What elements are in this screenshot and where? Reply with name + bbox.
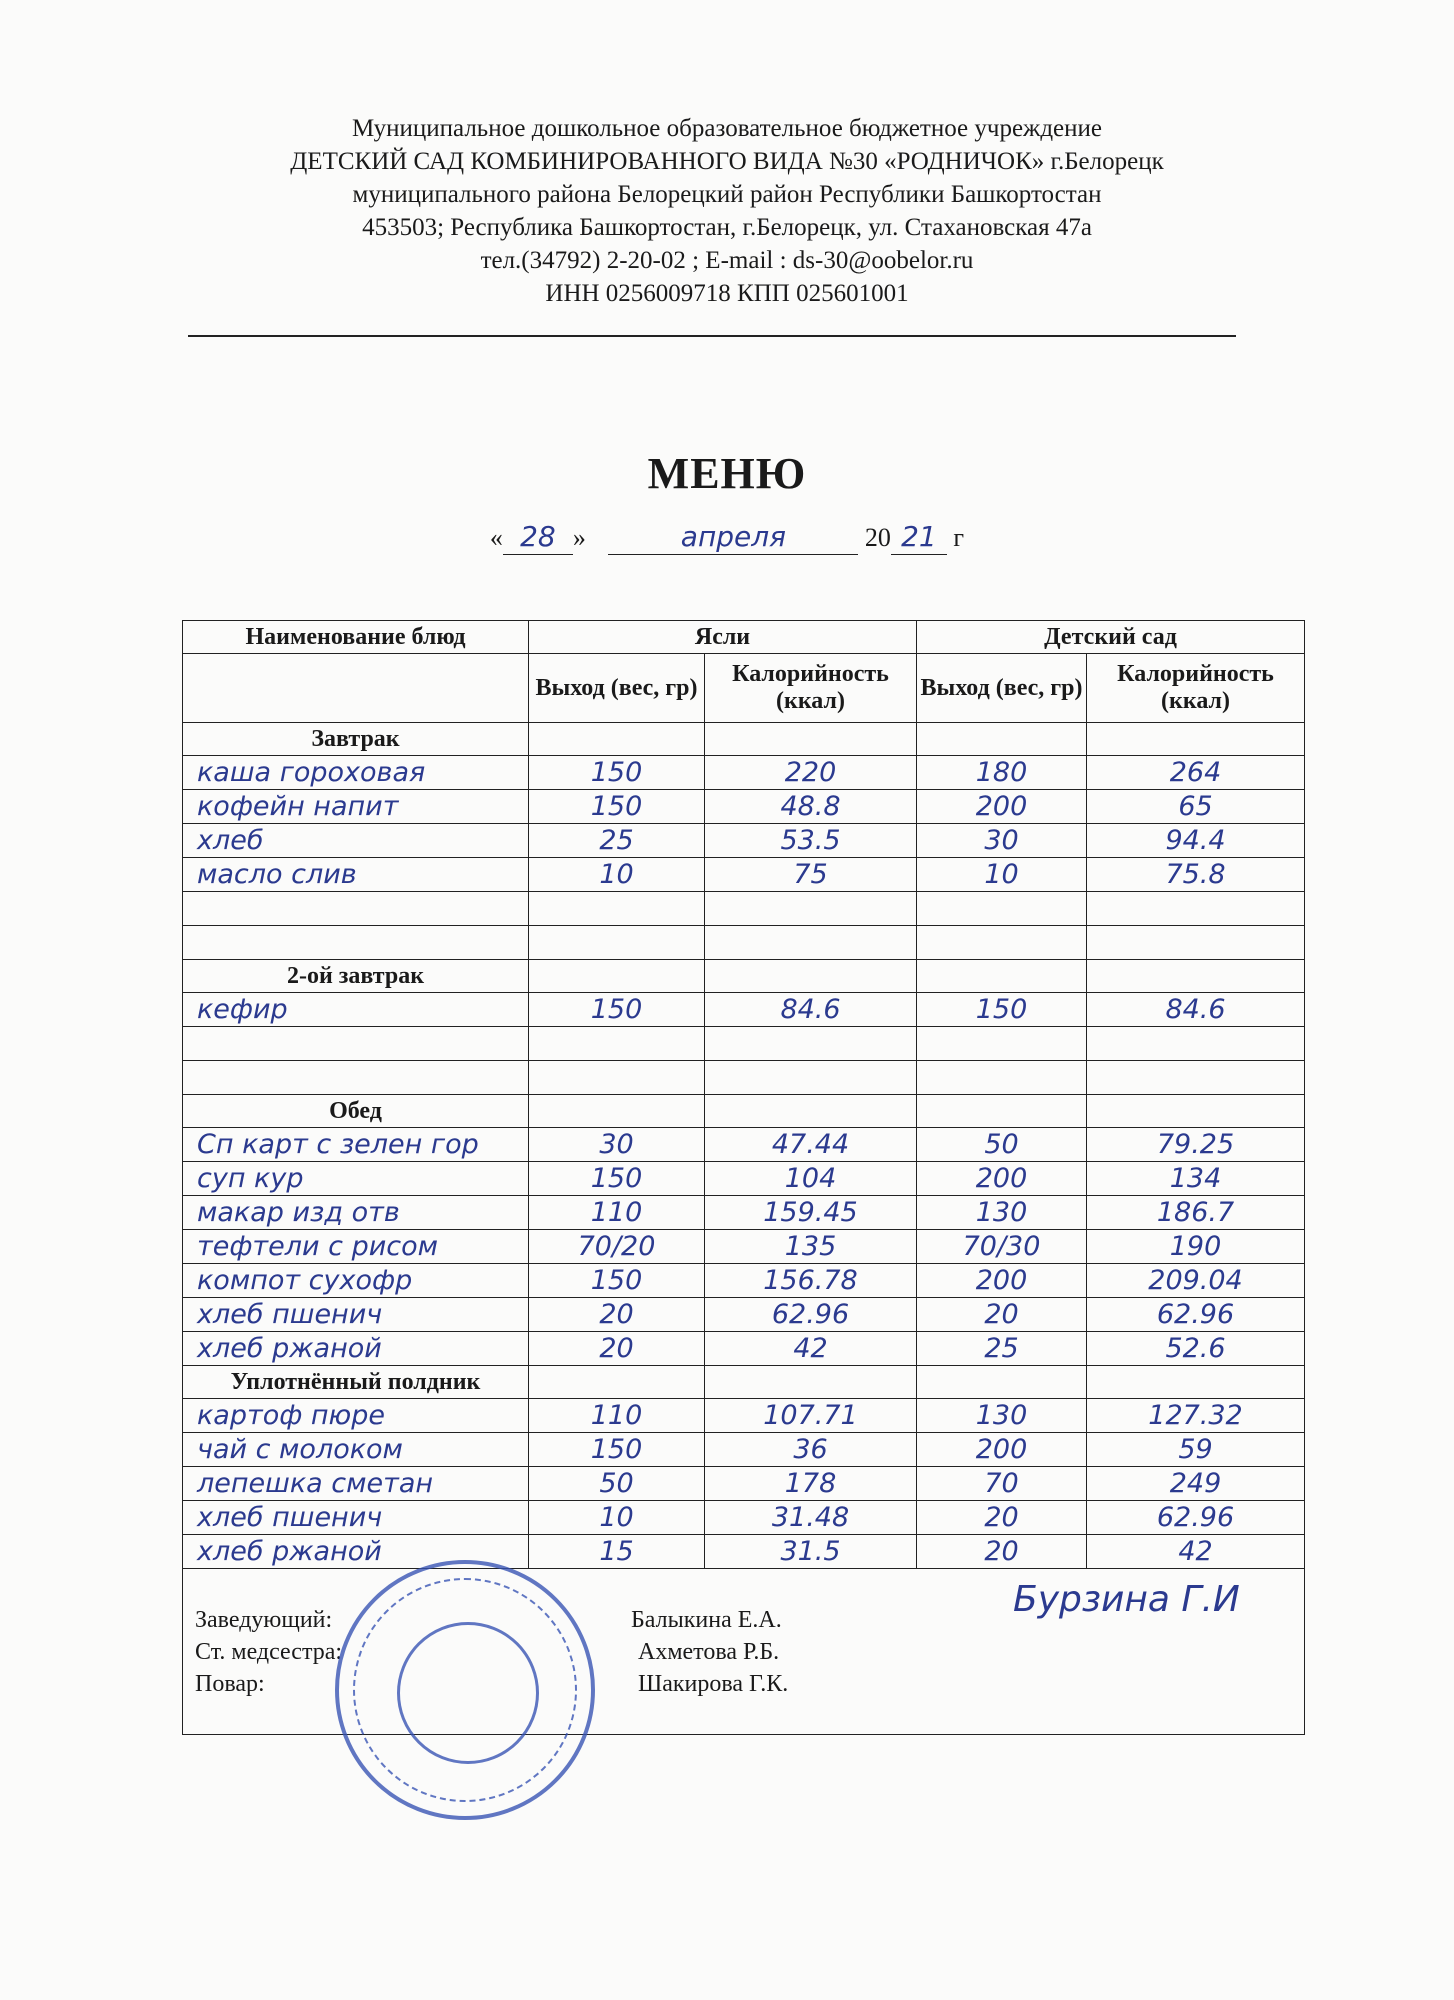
empty-cell — [529, 1061, 705, 1095]
date-open-quote: « — [489, 523, 503, 552]
nursery-output: 10 — [529, 1501, 705, 1535]
table-row — [183, 1264, 1305, 1298]
nursery-calories: 159.45 — [705, 1196, 917, 1230]
kindergarten-output: 130 — [917, 1399, 1087, 1433]
kindergarten-output: 50 — [917, 1128, 1087, 1162]
cook-name: Шакирова Г.К. — [638, 1671, 789, 1697]
col-group-nursery: Ясли — [529, 621, 917, 654]
empty-cell — [705, 1095, 917, 1128]
nursery-output: 10 — [529, 858, 705, 892]
nurse-name: Ахметова Р.Б. — [638, 1639, 780, 1665]
table-row — [183, 1332, 1305, 1366]
table-row — [183, 1128, 1305, 1162]
table-row — [183, 790, 1305, 824]
letterhead-line-1: Муниципальное дошкольное образовательное бюджетное учреждение — [352, 115, 1102, 142]
letterhead-line-2: ДЕТСКИЙ САД КОМБИНИРОВАННОГО ВИДА №30 «РОДНИЧОК» г.Белорецк — [290, 148, 1164, 175]
table-row — [183, 1298, 1305, 1332]
nursery-calories: 31.5 — [705, 1535, 917, 1569]
nursery-calories: 75 — [705, 858, 917, 892]
dish-name: масло слив — [183, 858, 529, 892]
dish-name: лепешка сметан — [183, 1467, 529, 1501]
menu-table — [182, 620, 1305, 1735]
section-title: 2-ой завтрак — [183, 960, 529, 993]
dish-name: чай с молоком — [183, 1433, 529, 1467]
nursery-output: 110 — [529, 1399, 705, 1433]
nursery-calories: 62.96 — [705, 1298, 917, 1332]
dish-name: Сп карт с зелен гор — [183, 1128, 529, 1162]
col-header-dish: Наименование блюд — [183, 621, 529, 654]
empty-cell — [1087, 1366, 1305, 1399]
nursery-calories: 178 — [705, 1467, 917, 1501]
page-title: МЕНЮ — [647, 449, 807, 498]
kindergarten-calories: 79.25 — [1087, 1128, 1305, 1162]
nursery-output: 25 — [529, 824, 705, 858]
section-row — [183, 960, 1305, 993]
dish-name: картоф пюре — [183, 1399, 529, 1433]
empty-cell — [1087, 723, 1305, 756]
kindergarten-output: 180 — [917, 756, 1087, 790]
dish-name: тефтели с рисом — [183, 1230, 529, 1264]
nursery-output: 20 — [529, 1332, 705, 1366]
empty-cell — [183, 892, 529, 926]
kindergarten-output: 200 — [917, 1162, 1087, 1196]
kindergarten-calories: 249 — [1087, 1467, 1305, 1501]
kindergarten-calories: 134 — [1087, 1162, 1305, 1196]
nursery-calories: 47.44 — [705, 1128, 917, 1162]
date-year-prefix: 20 — [864, 523, 891, 552]
cook-label: Повар: — [195, 1671, 265, 1697]
dish-name: макар изд отв — [183, 1196, 529, 1230]
empty-cell — [1087, 926, 1305, 960]
nursery-calories: 53.5 — [705, 824, 917, 858]
empty-cell — [183, 926, 529, 960]
empty-cell — [917, 1095, 1087, 1128]
kindergarten-output: 70/30 — [917, 1230, 1087, 1264]
empty-cell — [705, 960, 917, 993]
head-signature: Бурзина Г.И — [1013, 1579, 1240, 1620]
empty-cell — [705, 1061, 917, 1095]
kindergarten-output: 200 — [917, 1433, 1087, 1467]
table-row — [183, 1162, 1305, 1196]
kindergarten-calories: 190 — [1087, 1230, 1305, 1264]
date-unit: г — [953, 523, 965, 552]
dish-name: кефир — [183, 993, 529, 1027]
nursery-output: 20 — [529, 1298, 705, 1332]
nursery-output: 150 — [529, 790, 705, 824]
kindergarten-output: 20 — [917, 1501, 1087, 1535]
dish-name: кофейн напит — [183, 790, 529, 824]
section-title: Завтрак — [183, 723, 529, 756]
dish-name: хлеб пшенич — [183, 1501, 529, 1535]
kindergarten-output: 200 — [917, 790, 1087, 824]
kindergarten-calories: 75.8 — [1087, 858, 1305, 892]
col-header-kindergarten-calories: Калорийность (ккал) — [1087, 654, 1305, 723]
section-title: Уплотнённый полдник — [183, 1366, 529, 1399]
kindergarten-output: 70 — [917, 1467, 1087, 1501]
empty-row — [183, 926, 1305, 960]
dish-name: хлеб — [183, 824, 529, 858]
date-month: апреля — [608, 520, 858, 555]
nursery-calories: 220 — [705, 756, 917, 790]
empty-cell — [1087, 1027, 1305, 1061]
col-header-empty — [183, 654, 529, 723]
date-day: 28 — [503, 520, 573, 555]
empty-cell — [705, 1027, 917, 1061]
table-row — [183, 1467, 1305, 1501]
empty-cell — [529, 1027, 705, 1061]
empty-cell — [1087, 960, 1305, 993]
nursery-calories: 156.78 — [705, 1264, 917, 1298]
dish-name: суп кур — [183, 1162, 529, 1196]
kindergarten-calories: 42 — [1087, 1535, 1305, 1569]
letterhead-line-3: муниципального района Белорецкий район Республики Башкортостан — [352, 181, 1102, 208]
nursery-calories: 107.71 — [705, 1399, 917, 1433]
nursery-calories: 84.6 — [705, 993, 917, 1027]
section-row — [183, 1366, 1305, 1399]
kindergarten-calories: 62.96 — [1087, 1298, 1305, 1332]
empty-cell — [705, 892, 917, 926]
nursery-calories: 42 — [705, 1332, 917, 1366]
nursery-calories: 31.48 — [705, 1501, 917, 1535]
table-row — [183, 1501, 1305, 1535]
nursery-output: 15 — [529, 1535, 705, 1569]
empty-row — [183, 892, 1305, 926]
letterhead-divider — [188, 335, 1236, 337]
dish-name: хлеб пшенич — [183, 1298, 529, 1332]
empty-cell — [705, 1366, 917, 1399]
nursery-calories: 48.8 — [705, 790, 917, 824]
table-row — [183, 1399, 1305, 1433]
date-year-suffix: 21 — [891, 520, 947, 555]
nursery-output: 150 — [529, 1264, 705, 1298]
empty-cell — [917, 926, 1087, 960]
table-row — [183, 1535, 1305, 1569]
letterhead-line-5: тел.(34792) 2-20-02 ; E-mail : ds-30@oobelor.ru — [480, 247, 974, 274]
table-row — [183, 993, 1305, 1027]
kindergarten-output: 25 — [917, 1332, 1087, 1366]
nursery-output: 50 — [529, 1467, 705, 1501]
nurse-label: Ст. медсестра: — [195, 1639, 343, 1665]
kindergarten-calories: 59 — [1087, 1433, 1305, 1467]
nursery-output: 110 — [529, 1196, 705, 1230]
section-row — [183, 1095, 1305, 1128]
nursery-output: 150 — [529, 1433, 705, 1467]
empty-cell — [529, 960, 705, 993]
dish-name: компот сухофр — [183, 1264, 529, 1298]
empty-cell — [917, 1027, 1087, 1061]
empty-cell — [529, 926, 705, 960]
empty-cell — [917, 1061, 1087, 1095]
kindergarten-output: 10 — [917, 858, 1087, 892]
empty-cell — [529, 892, 705, 926]
empty-cell — [183, 1027, 529, 1061]
empty-cell — [183, 1061, 529, 1095]
nursery-calories: 36 — [705, 1433, 917, 1467]
nursery-output: 150 — [529, 993, 705, 1027]
empty-cell — [917, 960, 1087, 993]
head-name: Балыкина Е.А. — [631, 1607, 782, 1633]
empty-cell — [529, 1366, 705, 1399]
nursery-output: 70/20 — [529, 1230, 705, 1264]
kindergarten-calories: 264 — [1087, 756, 1305, 790]
kindergarten-calories: 65 — [1087, 790, 1305, 824]
nursery-calories: 104 — [705, 1162, 917, 1196]
stamp-inner-ring — [397, 1622, 539, 1764]
dish-name: хлеб ржаной — [183, 1332, 529, 1366]
kindergarten-output: 20 — [917, 1535, 1087, 1569]
table-row — [183, 824, 1305, 858]
col-header-nursery-calories: Калорийность (ккал) — [705, 654, 917, 723]
table-row — [183, 756, 1305, 790]
kindergarten-calories: 127.32 — [1087, 1399, 1305, 1433]
kindergarten-calories: 94.4 — [1087, 824, 1305, 858]
dish-name: хлеб ржаной — [183, 1535, 529, 1569]
kindergarten-calories: 84.6 — [1087, 993, 1305, 1027]
kindergarten-output: 20 — [917, 1298, 1087, 1332]
date-line — [0, 520, 1454, 555]
kindergarten-calories: 62.96 — [1087, 1501, 1305, 1535]
kindergarten-output: 130 — [917, 1196, 1087, 1230]
kindergarten-output: 150 — [917, 993, 1087, 1027]
letterhead-line-6: ИНН 0256009718 КПП 025601001 — [545, 280, 909, 307]
head-label: Заведующий: — [195, 1607, 333, 1633]
kindergarten-calories: 209.04 — [1087, 1264, 1305, 1298]
table-row — [183, 1196, 1305, 1230]
table-row — [183, 1230, 1305, 1264]
official-stamp — [335, 1560, 595, 1820]
kindergarten-calories: 186.7 — [1087, 1196, 1305, 1230]
empty-cell — [917, 723, 1087, 756]
empty-cell — [529, 1095, 705, 1128]
kindergarten-output: 200 — [917, 1264, 1087, 1298]
section-row — [183, 723, 1305, 756]
letterhead — [0, 112, 1454, 310]
col-header-nursery-output: Выход (вес, гр) — [529, 654, 705, 723]
empty-cell — [705, 926, 917, 960]
col-group-kindergarten: Детский сад — [917, 621, 1305, 654]
nursery-output: 150 — [529, 756, 705, 790]
empty-cell — [1087, 1095, 1305, 1128]
empty-cell — [1087, 1061, 1305, 1095]
empty-row — [183, 1027, 1305, 1061]
empty-cell — [917, 892, 1087, 926]
empty-row — [183, 1061, 1305, 1095]
table-row — [183, 858, 1305, 892]
nursery-output: 150 — [529, 1162, 705, 1196]
section-title: Обед — [183, 1095, 529, 1128]
letterhead-line-4: 453503; Республика Башкортостан, г.Белорецк, ул. Стахановская 47а — [362, 214, 1092, 241]
empty-cell — [705, 723, 917, 756]
kindergarten-output: 30 — [917, 824, 1087, 858]
table-row — [183, 1433, 1305, 1467]
date-close-quote: » — [572, 523, 586, 552]
nursery-output: 30 — [529, 1128, 705, 1162]
empty-cell — [1087, 892, 1305, 926]
empty-cell — [917, 1366, 1087, 1399]
col-header-kindergarten-output: Выход (вес, гр) — [917, 654, 1087, 723]
nursery-calories: 135 — [705, 1230, 917, 1264]
empty-cell — [529, 723, 705, 756]
dish-name: каша гороховая — [183, 756, 529, 790]
kindergarten-calories: 52.6 — [1087, 1332, 1305, 1366]
